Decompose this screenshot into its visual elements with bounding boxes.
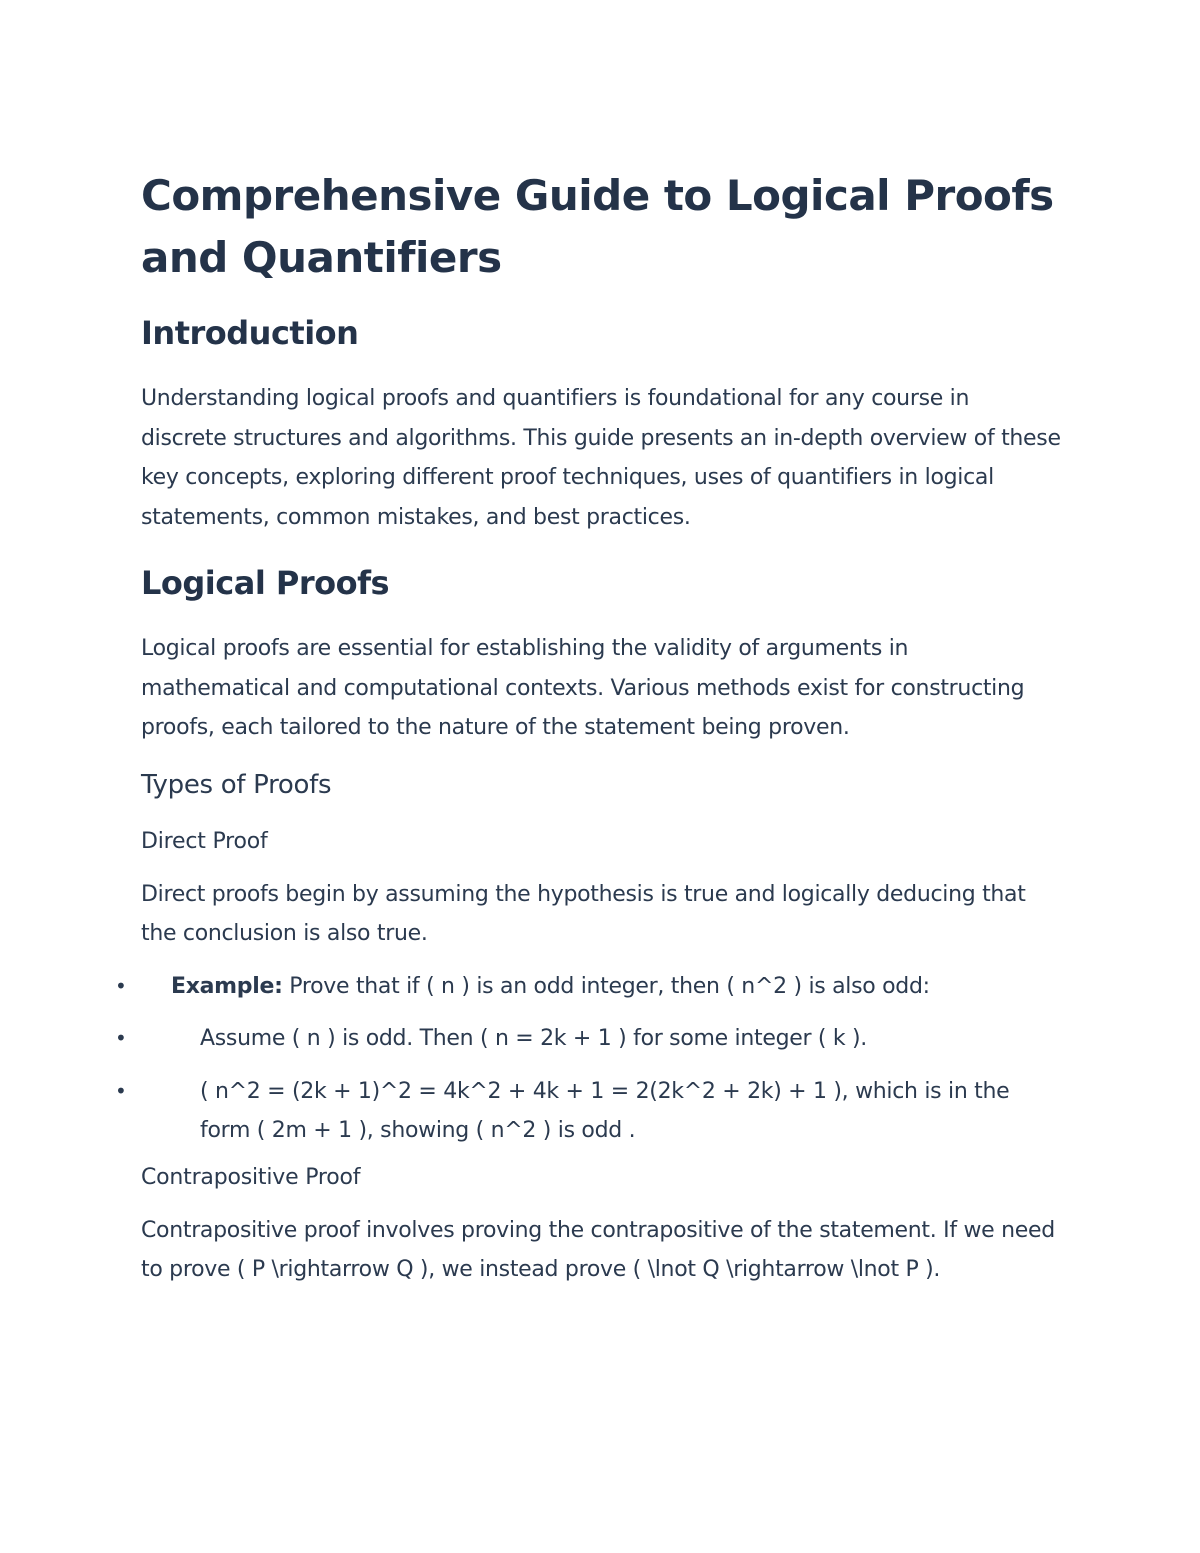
paragraph-introduction: Understanding logical proofs and quantifiers is foundational for any course in discrete structures and algorithms. This guide presents an in-depth overview of these key concepts, exploring different proof techniques, uses of quantifiers in logical statements, common mistakes, and best practices. — [141, 386, 1061, 530]
example-text: Prove that if ( n ) is an odd integer, then ( n^2 ) is also odd: — [282, 973, 930, 999]
list-item-step-2 — [115, 1072, 1061, 1151]
heading-direct-proof: Direct Proof — [141, 828, 268, 854]
step-text-1: Assume ( n ) is odd. Then ( n = 2k + 1 ) for some integer ( k ). — [200, 1026, 867, 1051]
bullet-icon: • — [115, 1078, 127, 1103]
list-item-step-1 — [115, 1019, 1061, 1059]
heading-logical-proofs: Logical Proofs — [141, 564, 390, 602]
document-page — [115, 165, 1061, 1290]
paragraph-direct-proof: Direct proofs begin by assuming the hypothesis is true and logically deducing that the conclusion is also true. — [141, 881, 1026, 946]
paragraph-contrapositive-proof: Contrapositive proof involves proving the contrapositive of the statement. If we need to prove ( P \rightarrow Q ), we instead prove ( \lnot Q \rightarrow \lnot P ). — [141, 1217, 1055, 1282]
direct-proof-example-list — [115, 967, 1061, 1151]
heading-contrapositive-proof: Contrapositive Proof — [141, 1164, 361, 1190]
step-text-2: ( n^2 = (2k + 1)^2 = 4k^2 + 4k + 1 = 2(2k^2 + 2k) + 1 ), which is in the form ( 2m + 1 ), showing ( n^2 ) is odd . — [200, 1078, 1010, 1143]
example-label: Example: — [171, 973, 283, 999]
document-title: Comprehensive Guide to Logical Proofs and Quantifiers — [141, 171, 1054, 282]
bullet-icon: • — [115, 1026, 127, 1050]
heading-types-of-proofs: Types of Proofs — [141, 769, 332, 800]
heading-introduction: Introduction — [141, 314, 359, 352]
paragraph-logical-proofs: Logical proofs are essential for establishing the validity of arguments in mathematical and computational contexts. Various methods exist for constructing proofs, each tailored to the nature of the statement being proven. — [141, 636, 1025, 740]
bullet-icon: • — [115, 973, 127, 998]
list-item-example — [115, 967, 1061, 1007]
